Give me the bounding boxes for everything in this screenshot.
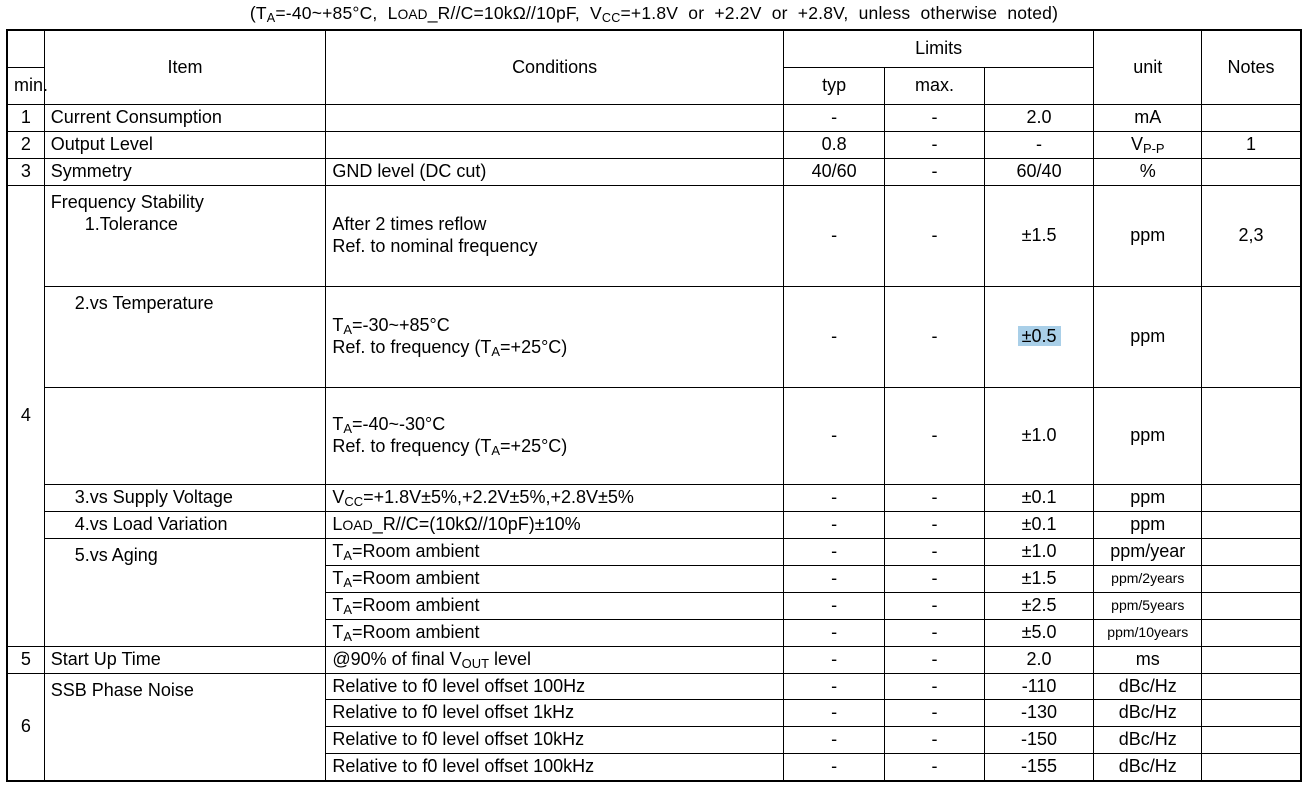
row-typ: - <box>885 387 984 484</box>
header-limits: Limits <box>783 30 1094 68</box>
row-conditions <box>326 105 784 132</box>
row-unit: ms <box>1094 646 1202 673</box>
row-number: 5 <box>7 646 44 673</box>
row-max: ±2.5 <box>984 592 1094 619</box>
row-notes <box>1202 754 1301 781</box>
table-row <box>7 511 1301 538</box>
row-notes <box>1202 484 1301 511</box>
row-conditions: $T_A=Room$ ambient <box>326 592 784 619</box>
row-item: 3.vs Supply Voltage <box>44 484 326 511</box>
header-no <box>7 30 44 68</box>
row-unit: % <box>1094 158 1202 185</box>
row-notes <box>1202 158 1301 185</box>
row-typ: - <box>885 511 984 538</box>
row-item: Current Consumption <box>44 105 326 132</box>
row-typ: - <box>885 565 984 592</box>
row-unit: ppm/5years <box>1094 592 1202 619</box>
row-unit: $V_{P-P}$ <box>1094 131 1202 158</box>
row-max: ±1.0 <box>984 387 1094 484</box>
row-unit: ppm/10years <box>1094 619 1202 646</box>
row-conditions: $T_A=-40\sim-30^\circ C$ Ref. to frequency $(T_A=+25^\circ C)$ <box>326 387 784 484</box>
row-notes <box>1202 619 1301 646</box>
table-row <box>7 673 1301 700</box>
row-typ: - <box>885 646 984 673</box>
row-number: 6 <box>7 673 44 781</box>
row-typ: - <box>885 673 984 700</box>
row-max: ±1.5 <box>984 565 1094 592</box>
row-typ: - <box>885 754 984 781</box>
row-typ: - <box>885 619 984 646</box>
row-conditions: Relative to f0 level offset 100kHz <box>326 754 784 781</box>
row-max: ±0.1 <box>984 511 1094 538</box>
table-row <box>7 484 1301 511</box>
table-row <box>7 131 1301 158</box>
row-notes <box>1202 565 1301 592</box>
row-max: 2.0 <box>984 105 1094 132</box>
cond-line-2: Ref. to nominal frequency <box>332 235 538 256</box>
row-conditions: Relative to f0 level offset 10kHz <box>326 727 784 754</box>
row-typ: - <box>885 105 984 132</box>
row-typ: - <box>885 700 984 727</box>
row-unit: dBc/Hz <box>1094 673 1202 700</box>
row-notes <box>1202 700 1301 727</box>
row-item: 5.vs Aging <box>44 538 326 646</box>
header-typ: typ <box>783 68 884 105</box>
header-unit: unit <box>1094 30 1202 105</box>
row-min: - <box>783 754 884 781</box>
row-notes <box>1202 646 1301 673</box>
header-conditions: Conditions <box>326 30 784 105</box>
row-unit: ppm/year <box>1094 538 1202 565</box>
row-item: Start Up Time <box>44 646 326 673</box>
row-typ: - <box>885 158 984 185</box>
row-conditions: $T_A=Room$ ambient <box>326 538 784 565</box>
row-unit: ppm <box>1094 511 1202 538</box>
row-unit: dBc/Hz <box>1094 754 1202 781</box>
header-item: Item <box>44 30 326 105</box>
row-max: 60/40 <box>984 158 1094 185</box>
row-unit: dBc/Hz <box>1094 700 1202 727</box>
row-unit: ppm <box>1094 286 1202 387</box>
row-notes: 1 <box>1202 131 1301 158</box>
row-min: - <box>783 105 884 132</box>
specification-table <box>6 29 1302 782</box>
row-max: - <box>984 131 1094 158</box>
row-min: - <box>783 511 884 538</box>
row-max: ±5.0 <box>984 619 1094 646</box>
row-min: 0.8 <box>783 131 884 158</box>
table-header-row-1 <box>7 30 1301 68</box>
row-max: ±1.0 <box>984 538 1094 565</box>
row-max: ±1.5 <box>984 185 1094 286</box>
row-conditions: $T_A=Room$ ambient <box>326 619 784 646</box>
row-conditions: Relative to f0 level offset 100Hz <box>326 673 784 700</box>
row-conditions: @90% of final $V_{OUT}$ level <box>326 646 784 673</box>
row-min: - <box>783 592 884 619</box>
row-conditions: Relative to f0 level offset 1kHz <box>326 700 784 727</box>
row-number: 2 <box>7 131 44 158</box>
row-min: - <box>783 646 884 673</box>
row-typ: - <box>885 185 984 286</box>
header-max: max. <box>885 68 984 105</box>
row-number: 1 <box>7 105 44 132</box>
row-notes <box>1202 511 1301 538</box>
row-min: - <box>783 727 884 754</box>
row-conditions: GND level (DC cut) <box>326 158 784 185</box>
highlighted-value: ±0.5 <box>1018 326 1061 346</box>
row-item <box>44 387 326 484</box>
row-typ: - <box>885 538 984 565</box>
row-max: 2.0 <box>984 646 1094 673</box>
row-item: Symmetry <box>44 158 326 185</box>
row-item: 2.vs Temperature <box>44 286 326 387</box>
row-conditions: $T_A=-30\sim+85^\circ C$ Ref. to frequency $(T_A=+25^\circ C)$ <box>326 286 784 387</box>
row-min: - <box>783 387 884 484</box>
row-min: 40/60 <box>783 158 884 185</box>
row-item: 4.vs Load Variation <box>44 511 326 538</box>
row-unit: ppm/2years <box>1094 565 1202 592</box>
row-min: - <box>783 700 884 727</box>
row-item-frequency-stability <box>44 185 326 286</box>
row-unit: ppm <box>1094 484 1202 511</box>
row-item: SSB Phase Noise <box>44 673 326 781</box>
row-min: - <box>783 619 884 646</box>
row-unit: ppm <box>1094 387 1202 484</box>
row-typ: - <box>885 286 984 387</box>
table-row <box>7 105 1301 132</box>
header-min: min. <box>7 68 44 105</box>
table-row <box>7 387 1301 484</box>
table-row <box>7 286 1301 387</box>
row-notes <box>1202 286 1301 387</box>
row-max: -110 <box>984 673 1094 700</box>
row-notes <box>1202 105 1301 132</box>
row-typ: - <box>885 727 984 754</box>
row-unit: dBc/Hz <box>1094 727 1202 754</box>
row-min: - <box>783 538 884 565</box>
row-number: 3 <box>7 158 44 185</box>
row-notes <box>1202 673 1301 700</box>
table-row <box>7 646 1301 673</box>
row-min: - <box>783 673 884 700</box>
row-typ: - <box>885 131 984 158</box>
row-item: Output Level <box>44 131 326 158</box>
row-max: -150 <box>984 727 1094 754</box>
row-max <box>984 286 1094 387</box>
row-notes <box>1202 727 1301 754</box>
row-min: - <box>783 565 884 592</box>
row-min: - <box>783 484 884 511</box>
row-conditions: $V_{CC}=+1.8V\pm 5\%,+2.2V\pm 5\%,+2.8V\pm 5\%$ <box>326 484 784 511</box>
table-caption: ($T_A=-40\sim+85^\circ C$, LOAD_R//C=10kΩ//10pF, $V_{CC}=+1.8V$ or +2.2V or +2.8V, unless otherwise noted) <box>249 3 1059 26</box>
item-title: Frequency Stability <box>50 191 204 212</box>
row-notes: 2,3 <box>1202 185 1301 286</box>
cond-line-1: After 2 times reflow <box>332 213 487 234</box>
row-max: -155 <box>984 754 1094 781</box>
row-max: -130 <box>984 700 1094 727</box>
table-row <box>7 538 1301 565</box>
table-row <box>7 185 1301 286</box>
row-typ: - <box>885 592 984 619</box>
row-notes <box>1202 387 1301 484</box>
row-typ: - <box>885 484 984 511</box>
item-subtitle: 1.Tolerance <box>84 213 178 234</box>
row-conditions <box>326 131 784 158</box>
header-notes: Notes <box>1202 30 1301 105</box>
row-unit: ppm <box>1094 185 1202 286</box>
row-notes <box>1202 592 1301 619</box>
row-max: ±0.1 <box>984 484 1094 511</box>
row-number: 4 <box>7 185 44 646</box>
table-row <box>7 158 1301 185</box>
row-unit: mA <box>1094 105 1202 132</box>
row-min: - <box>783 286 884 387</box>
row-notes <box>1202 538 1301 565</box>
row-min: - <box>783 185 884 286</box>
row-conditions <box>326 185 784 286</box>
row-conditions: $T_A=Room$ ambient <box>326 565 784 592</box>
row-conditions: LOAD_R//C=(10kΩ//10pF)±10% <box>326 511 784 538</box>
